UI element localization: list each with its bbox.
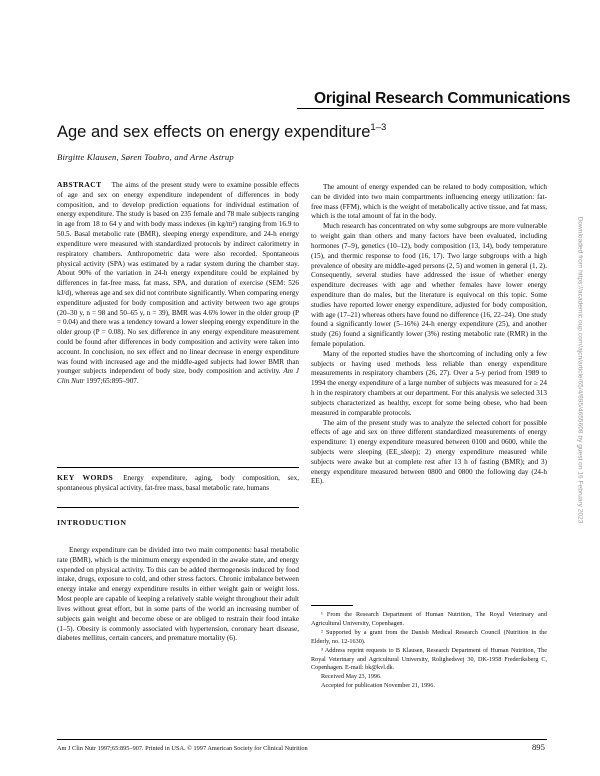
footnote-2: ² Supported by a grant from the Danish Medical Research Council (Nutrition in the Elderly, no. 12-1630). [311, 628, 547, 645]
abstract-text: The aims of the present study were to examine possible effects of age and sex on energy expenditure independent of differences in body composition, and to develop prediction equations for individual estimation of energy expenditure. The study is based on 235 female and 78 male subjects ranging in age from 18 to 64 y and with body mass indexes (in kg/m²) ranging from 16.9 to 50.5. Basal metabolic rate (BMR), sleeping energy expenditure, and 24-h energy expenditure were measured with standardized protocols by indirect calorimetry in respiratory chambers. Anthropometric data were also recorded. Spontaneous physical activity (SPA) was estimated by a radar system during the chamber stay. About 90% of the variation in 24-h energy expenditure could be explained by differences in fat-free mass, fat mass, SPA, and duration of exercise (SEM: 526 kJ/d), whereas age and sex did not contribute significantly. When comparing energy expenditure adjusted for body composition and activity between two age groups (20–30 y, n = 98 and 50–65 y, n = 39), BMR was 4.6% lower in the older group (P = 0.04) and there was a tendency toward a lower sleeping energy expenditure in the older group (P = 0.08). No sex difference in any energy expenditure measurement could be found after differences in body composition and activity were taken into account. In conclusion, no sex effect and no linear decrease in energy expenditure was found with increased age and the middle-aged subjects had lower BMR than younger subjects independent of body size, body composition and activity. [57, 181, 299, 376]
article-title-text: Age and sex effects on energy expenditure [57, 123, 371, 141]
article-title [57, 122, 386, 142]
article-authors: Birgitte Klausen, Søren Toubro, and Arne Astrup [57, 152, 234, 162]
page-number: 895 [532, 742, 545, 752]
paragraph-4: The aim of the present study was to analyze the selected cohort for possible effects of age and sex on three different standardized measurements of energy expenditure: 1) energy expenditure measured between 0100 and 0600, while the subjects were sleeping (EE_sleep); 2) energy expenditure measured while subjects were awake but at complete rest after 13 h of fasting (BMR); and 3) energy expenditure measured between 0800 and 0800 the following day (24-h EE). [311, 418, 547, 486]
abstract-label: ABSTRACT [57, 180, 102, 189]
received-date: Received May 23, 1996. [321, 673, 382, 681]
footnote-1: ¹ From the Research Department of Human Nutrition, The Royal Veterinary and Agricultural University, Copenhagen. [311, 611, 547, 627]
header-rule [297, 108, 544, 109]
download-watermark [574, 160, 585, 580]
introduction-heading: INTRODUCTION [57, 518, 127, 527]
abstract [57, 180, 299, 387]
right-column-body [311, 183, 547, 487]
keywords-text: Energy expenditure, aging, body composition, sex, spontaneous physical activity, fat-free mass, basal metabolic rate, humans [57, 474, 299, 492]
paragraph-2: Much research has concentrated on why some subgroups are more vulnerable to weight gain than others and many factors have been evaluated, including hormones (7–9), genetics (10–12), body composition (13, 14), body temperature (15), and thermic response to food (16, 17). Two large subgroups with a high prevalence of obesity are middle-aged persons (2, 5) and women in general (1, 2). Consequently, several studies have addressed the issue of whether energy expenditure decreases with age and whether females have lower energy expenditure than do males, but the literature is equivocal on this topic. Some studies have reported lower energy expenditure, adjusted for body composition, with age (17–21) whereas others have found no difference (16, 22–24). One study found a significantly lower (5–16%) 24-h energy expenditure (25), and another study (26) found a significantly lower (3%) resting metabolic rate (RMR) in the female population. [311, 222, 547, 348]
footer-citation: Am J Clin Nutr 1997;65:895–907. Printed in USA. © 1997 American Society for Clinical Nutrition [57, 745, 308, 752]
accepted-date: Accepted for publication November 21, 1996. [321, 682, 435, 690]
footnotes [311, 611, 547, 691]
title-footnote-marker: 1–3 [370, 122, 387, 133]
keywords-bottom-rule [57, 507, 299, 508]
abstract-journal: Am J Clin Nutr [57, 367, 299, 386]
footnote-3: ³ Address reprint requests to B Klausen, Research Department of Human Nutrition, The Royal Veterinary and Agricultural University, Rolighedsvej 30, DK-1958 Frederiksberg C, Copenhagen. E-mail: bk@kvl.dk. [311, 646, 547, 672]
introduction-body [57, 546, 299, 644]
keywords-top-rule [57, 467, 299, 468]
abstract-citation: 1997;65:895–907. [86, 377, 139, 386]
footer-rule [57, 739, 547, 740]
footnote-rule [311, 605, 353, 606]
paragraph-3: Many of the reported studies have the shortcoming of including only a few subjects or having used methods less reliable than energy expenditure measurements in respiratory chambers (26, 27). Over a 5-y period from 1989 to 1994 the energy expenditure of a large number of subjects was measured for ≥ 24 h in the respiratory chambers at our department. For this analysis we selected 313 subjects characterized as healthy, except for some being obese, who had been measured in comparable protocols. [311, 349, 547, 417]
paragraph-1: The amount of energy expended can be related to body composition, which can be divided into two main compartments influencing energy utilization: fat-free mass (FFM), which is the weight of metabolically active tissue, and fat mass, which is the total amount of fat in the body. [311, 183, 547, 221]
download-note: Downloaded from https://academic.oup.com/ajcn/article/65/4/895/4655608 by guest on 16 February 2023 [576, 216, 583, 524]
keywords-label: KEY WORDS [57, 473, 114, 482]
section-title: Original Research Communications [314, 90, 571, 107]
keywords [57, 473, 299, 494]
introduction-paragraph: Energy expenditure can be divided into two main components: basal metabolic rate (BMR), which is the minimum energy expended in the awake state, and energy expended on physical activity. To this can be added thermogenesis induced by food intake, drugs, exposure to cold, and other stress factors. Chronic imbalance between energy intake and energy expenditure results in either weight gain or weight loss. Most people are capable of keeping a relatively stable weight throughout their adult lives without great effort, but in some parts of the world an increasing number of subjects gain weight and become obese or are obliged to restrain their food intake (1–5). Obesity is commonly associated with hypertension, coronary heart disease, diabetes mellitus, certain cancers, and premature mortality (6). [57, 546, 299, 643]
